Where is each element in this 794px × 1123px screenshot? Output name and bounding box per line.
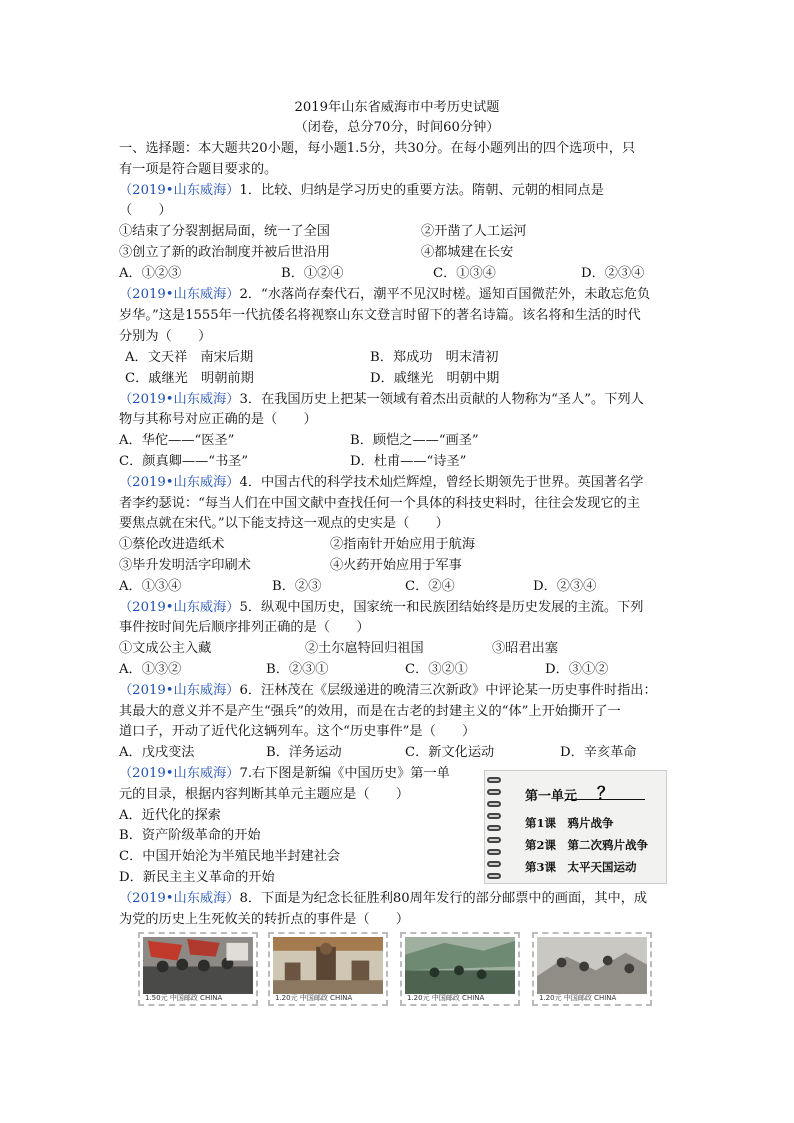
q4-statement-4: ④火药开始应用于军事 bbox=[330, 558, 462, 573]
q3-stem-text: 3．在我国历史上把某一领域有着杰出贡献的人物称为“圣人”。下列人 bbox=[239, 392, 644, 407]
q4-option-a[interactable]: A．①③④ bbox=[119, 579, 182, 594]
stamp-1-image bbox=[138, 932, 258, 1006]
q5-option-c[interactable]: C．③②① bbox=[405, 662, 468, 677]
q2-stem bbox=[119, 285, 650, 305]
q1-statement-3: ③创立了新的政治制度并被后世沿用 bbox=[119, 245, 330, 260]
stamp-4-caption: 1.20元 中国邮政 CHINA bbox=[539, 994, 617, 1002]
notebook-lesson-3: 第3课 太平天国运动 bbox=[525, 860, 637, 874]
q3-option-d[interactable]: D．杜甫——“诗圣” bbox=[350, 454, 467, 469]
notebook-question-mark: ？ bbox=[597, 784, 614, 804]
q5-option-a[interactable]: A．①③② bbox=[119, 662, 182, 677]
stamp-2-caption: 1.20元 中国邮政 CHINA bbox=[275, 994, 353, 1002]
q2-stem-text: 2．“水落尚存秦代石，潮平不见汉时槎。遥知百国微茫外，未敢忘危负 bbox=[239, 287, 651, 302]
q4-stem-cont: 者李约瑟说：“每当人们在中国文献中查找任何一个具体的科技史料时，往往会发现它的主 bbox=[119, 496, 641, 511]
section-intro-line2: 有一项是符合题目要求的。 bbox=[119, 162, 278, 177]
exam-subtitle: （闭卷，总分70分，时间60分钟） bbox=[294, 120, 500, 135]
q2-option-d[interactable]: D．戚继光 明朝中期 bbox=[370, 371, 500, 386]
stamp-4-image bbox=[532, 932, 652, 1006]
q3-option-c[interactable]: C．颜真卿——“书圣” bbox=[119, 454, 249, 469]
q8-stem-text: 8．下面是为纪念长征胜利80周年发行的部分邮票中的画面，其中，成 bbox=[239, 891, 648, 906]
notebook-lesson-2: 第2课 第二次鸦片战争 bbox=[525, 838, 649, 852]
stamp-3-image bbox=[400, 932, 520, 1006]
q1-option-d[interactable]: D．②③④ bbox=[581, 266, 645, 281]
q1-stem-text: 1．比较、归纳是学习历史的重要方法。隋朝、元朝的相同点是 bbox=[239, 183, 604, 198]
q1-statement-2: ②开凿了人工运河 bbox=[421, 224, 527, 239]
stamp-1-caption: 1.50元 中国邮政 CHINA bbox=[145, 994, 223, 1002]
q3-option-a[interactable]: A．华佗——“医圣” bbox=[119, 433, 235, 448]
q4-statement-3: ③毕升发明活字印刷术 bbox=[119, 558, 251, 573]
q4-stem bbox=[119, 473, 643, 493]
q7-stem-cont: 元的目录，根据内容判断其单元主题应是（ ） bbox=[119, 787, 410, 802]
q1-option-c[interactable]: C．①③④ bbox=[433, 266, 496, 281]
q5-stem-cont: 事件按时间先后顺序排列正确的是（ ） bbox=[119, 620, 370, 635]
q2-option-b[interactable]: B．郑成功 明末清初 bbox=[370, 350, 499, 365]
q7-source-tag: （2019•山东威海） bbox=[119, 766, 240, 781]
q3-stem-cont: 物与其称号对应正确的是（ ） bbox=[119, 412, 317, 427]
q7-option-a[interactable]: A．近代化的探索 bbox=[119, 808, 221, 823]
q4-statement-1: ①蔡伦改进造纸术 bbox=[119, 537, 225, 552]
q7-option-d[interactable]: D．新民主主义革命的开始 bbox=[119, 870, 275, 885]
q8-stem bbox=[119, 889, 647, 909]
exam-title: 2019年山东省威海市中考历史试题 bbox=[294, 100, 500, 115]
stamp-2-image bbox=[268, 932, 388, 1006]
q2-source-tag: （2019•山东威海） bbox=[119, 287, 240, 302]
stamp-2-art bbox=[273, 937, 383, 994]
q1-option-a[interactable]: A．①②③ bbox=[119, 266, 182, 281]
q4-source-tag: （2019•山东威海） bbox=[119, 475, 240, 490]
q5-statement-3: ③昭君出塞 bbox=[492, 641, 558, 656]
notebook-image bbox=[484, 770, 667, 884]
q7-option-c[interactable]: C．中国开始沦为半殖民地半封建社会 bbox=[119, 849, 341, 864]
q4-option-c[interactable]: C．②④ bbox=[405, 579, 455, 594]
stamp-1-art bbox=[143, 937, 253, 994]
q4-statement-2: ②指南针开始应用于航海 bbox=[330, 537, 476, 552]
q1-source-tag: （2019•山东威海） bbox=[119, 183, 240, 198]
q1-stem-cont: （ ） bbox=[119, 203, 172, 218]
q3-source-tag: （2019•山东威海） bbox=[119, 392, 240, 407]
q4-stem-text: 4．中国古代的科学技术灿烂辉煌，曾经长期领先于世界。英国著名学 bbox=[239, 475, 644, 490]
q5-statement-2: ②土尔扈特回归祖国 bbox=[305, 641, 424, 656]
q5-option-b[interactable]: B．②③① bbox=[266, 662, 329, 677]
q4-stem-cont2: 要焦点就在宋代。”以下能支持这一观点的史实是（ ） bbox=[119, 516, 449, 531]
q5-source-tag: （2019•山东威海） bbox=[119, 600, 240, 615]
notebook-unit-label: 第一单元 bbox=[525, 789, 578, 804]
q2-option-a[interactable]: A．文天祥 南宋后期 bbox=[125, 350, 254, 365]
q3-option-b[interactable]: B．顾恺之——“画圣” bbox=[350, 433, 479, 448]
stamp-3-art bbox=[405, 937, 515, 994]
q7-stem bbox=[119, 764, 450, 784]
q2-stem-cont2: 分别为（ ） bbox=[119, 329, 212, 344]
section-intro-line1: 一、选择题：本大题共20小题，每小题1.5分，共30分。在每小题列出的四个选项中，只 bbox=[119, 141, 636, 156]
q6-stem-cont2: 道口子，开动了近代化这辆列车。这个“历史事件”是（ ） bbox=[119, 724, 476, 739]
q5-option-d[interactable]: D．③①② bbox=[545, 662, 609, 677]
q2-stem-cont: 岁华。”这是1555年一代抗倭名将视察山东文登言时留下的著名诗篇。该名将和生活的时代 bbox=[119, 308, 641, 323]
q7-option-b[interactable]: B．资产阶级革命的开始 bbox=[119, 828, 261, 843]
q6-source-tag: （2019•山东威海） bbox=[119, 683, 240, 698]
stamp-3-caption: 1.20元 中国邮政 CHINA bbox=[407, 994, 485, 1002]
q6-option-b[interactable]: B．洋务运动 bbox=[266, 745, 342, 760]
q6-option-d[interactable]: D．辛亥革命 bbox=[560, 745, 637, 760]
q1-option-b[interactable]: B．①②④ bbox=[281, 266, 344, 281]
q5-statement-1: ①文成公主入藏 bbox=[119, 641, 212, 656]
q6-stem-text: 6．汪林茂在《层级递进的晚清三次新政》中评论某一历史事件时指出： bbox=[239, 683, 657, 698]
q8-source-tag: （2019•山东威海） bbox=[119, 891, 240, 906]
spiral-binding bbox=[487, 777, 501, 877]
q6-stem bbox=[119, 681, 657, 701]
notebook-lesson-1: 第1课 鸦片战争 bbox=[525, 816, 614, 830]
q8-stem-cont: 为党的历史上生死攸关的转折点的事件是（ ） bbox=[119, 912, 410, 927]
q1-statement-4: ④都城建在长安 bbox=[421, 245, 514, 260]
q5-stem bbox=[119, 598, 643, 618]
q3-stem bbox=[119, 390, 644, 410]
q5-stem-text: 5．纵观中国历史，国家统一和民族团结始终是历史发展的主流。下列 bbox=[239, 600, 644, 615]
q4-option-d[interactable]: D．②③④ bbox=[533, 579, 597, 594]
q1-statement-1: ①结束了分裂割据局面，统一了全国 bbox=[119, 224, 330, 239]
q4-option-b[interactable]: B．②③ bbox=[272, 579, 322, 594]
q6-option-c[interactable]: C．新文化运动 bbox=[405, 745, 495, 760]
q2-option-c[interactable]: C．戚继光 明朝前期 bbox=[125, 371, 254, 386]
q1-stem bbox=[119, 181, 604, 201]
q7-stem-text: 7.右下图是新编《中国历史》第一单 bbox=[239, 766, 450, 781]
q6-stem-cont: 其最大的意义并不是产生“强兵”的效用，而是在古老的封建主义的“体”上开始撕开了一 bbox=[119, 704, 621, 719]
q6-option-a[interactable]: A．戊戌变法 bbox=[119, 745, 195, 760]
stamp-4-art bbox=[537, 937, 647, 994]
